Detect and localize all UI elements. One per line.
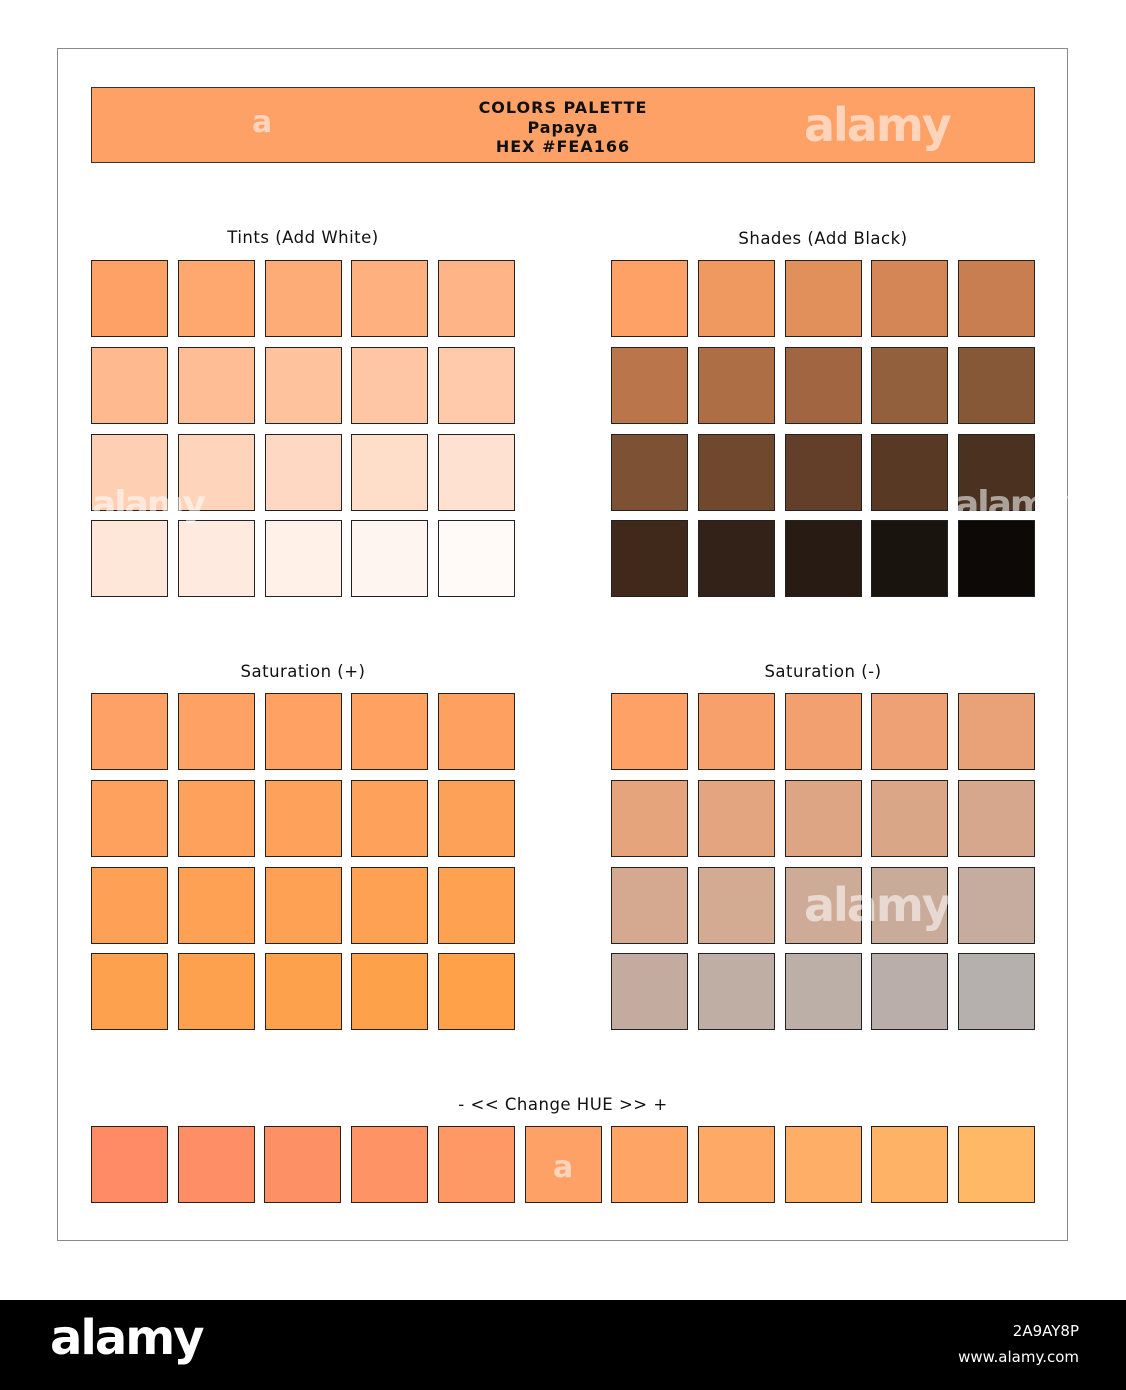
color-swatch xyxy=(785,260,862,337)
color-swatch xyxy=(351,693,428,770)
color-swatch xyxy=(91,520,168,597)
color-swatch xyxy=(871,780,948,857)
color-swatch xyxy=(178,520,255,597)
hue-swatch xyxy=(91,1126,168,1203)
color-swatch xyxy=(351,953,428,1030)
watermark-logo: alamy xyxy=(955,484,1067,525)
color-swatch xyxy=(438,260,515,337)
palette-frame xyxy=(57,48,1068,1241)
watermark-logo: alamy xyxy=(92,484,204,525)
hue-swatch xyxy=(264,1126,341,1203)
color-swatch xyxy=(871,693,948,770)
color-swatch xyxy=(698,867,775,944)
color-swatch xyxy=(265,780,342,857)
header-color-name: Papaya xyxy=(527,117,599,137)
color-swatch xyxy=(438,780,515,857)
shades-title: Shades (Add Black) xyxy=(738,229,908,248)
color-swatch xyxy=(611,260,688,337)
footer-url: www.alamy.com xyxy=(958,1348,1079,1366)
color-swatch xyxy=(698,347,775,424)
color-swatch xyxy=(438,434,515,511)
color-swatch xyxy=(698,780,775,857)
color-swatch xyxy=(265,260,342,337)
color-swatch xyxy=(438,953,515,1030)
hue-swatch xyxy=(785,1126,862,1203)
footer-image-id: 2A9AY8P xyxy=(1012,1322,1079,1340)
color-swatch xyxy=(871,953,948,1030)
watermark-letter: a xyxy=(252,105,271,140)
color-swatch xyxy=(785,780,862,857)
color-swatch xyxy=(351,780,428,857)
color-swatch xyxy=(351,434,428,511)
hue-swatch xyxy=(438,1126,515,1203)
color-swatch xyxy=(178,347,255,424)
hue-title: - << Change HUE >> + xyxy=(458,1095,668,1114)
footer-logo: alamy xyxy=(50,1310,203,1366)
color-swatch xyxy=(785,434,862,511)
color-swatch xyxy=(698,434,775,511)
color-swatch xyxy=(611,953,688,1030)
color-swatch xyxy=(351,347,428,424)
color-swatch xyxy=(438,520,515,597)
footer-bar xyxy=(0,1300,1126,1390)
watermark-letter: a xyxy=(553,1150,572,1185)
color-swatch xyxy=(178,867,255,944)
saturation-plus-title: Saturation (+) xyxy=(240,662,366,681)
color-swatch xyxy=(871,260,948,337)
color-swatch xyxy=(785,347,862,424)
color-swatch xyxy=(265,867,342,944)
hue-swatch xyxy=(178,1126,255,1203)
color-swatch xyxy=(611,520,688,597)
color-swatch xyxy=(958,953,1035,1030)
color-swatch xyxy=(611,693,688,770)
color-swatch xyxy=(438,867,515,944)
color-swatch xyxy=(871,520,948,597)
color-swatch xyxy=(91,780,168,857)
color-swatch xyxy=(351,867,428,944)
color-swatch xyxy=(785,520,862,597)
watermark-logo: alamy xyxy=(804,878,950,932)
color-swatch xyxy=(958,867,1035,944)
hue-swatch xyxy=(871,1126,948,1203)
color-swatch xyxy=(611,780,688,857)
color-swatch xyxy=(958,347,1035,424)
color-swatch xyxy=(871,434,948,511)
color-swatch xyxy=(958,693,1035,770)
color-swatch xyxy=(958,260,1035,337)
color-swatch xyxy=(91,693,168,770)
color-swatch xyxy=(351,520,428,597)
color-swatch xyxy=(438,693,515,770)
color-swatch xyxy=(611,867,688,944)
color-swatch xyxy=(958,780,1035,857)
color-swatch xyxy=(698,953,775,1030)
color-swatch xyxy=(91,347,168,424)
color-swatch xyxy=(178,780,255,857)
color-swatch xyxy=(785,953,862,1030)
color-swatch xyxy=(958,520,1035,597)
color-swatch xyxy=(265,693,342,770)
hue-swatch xyxy=(698,1126,775,1203)
header-title: COLORS PALETTE xyxy=(478,98,648,117)
color-swatch xyxy=(871,347,948,424)
color-swatch xyxy=(91,953,168,1030)
color-swatch xyxy=(698,693,775,770)
color-swatch xyxy=(785,693,862,770)
color-swatch xyxy=(265,953,342,1030)
color-swatch xyxy=(611,434,688,511)
hue-swatch xyxy=(958,1126,1035,1203)
color-swatch xyxy=(698,520,775,597)
color-swatch xyxy=(265,347,342,424)
hue-swatch xyxy=(351,1126,428,1203)
color-swatch xyxy=(611,347,688,424)
color-swatch xyxy=(178,953,255,1030)
color-swatch xyxy=(91,867,168,944)
color-swatch xyxy=(351,260,428,337)
color-swatch xyxy=(265,520,342,597)
color-swatch xyxy=(438,347,515,424)
color-swatch xyxy=(698,260,775,337)
header-hex: HEX #FEA166 xyxy=(495,137,631,156)
color-swatch xyxy=(178,693,255,770)
color-swatch xyxy=(178,260,255,337)
watermark-logo: alamy xyxy=(804,98,950,152)
hue-swatch xyxy=(611,1126,688,1203)
tints-title: Tints (Add White) xyxy=(227,228,379,247)
color-swatch xyxy=(91,260,168,337)
color-swatch xyxy=(265,434,342,511)
saturation-minus-title: Saturation (-) xyxy=(764,662,882,681)
